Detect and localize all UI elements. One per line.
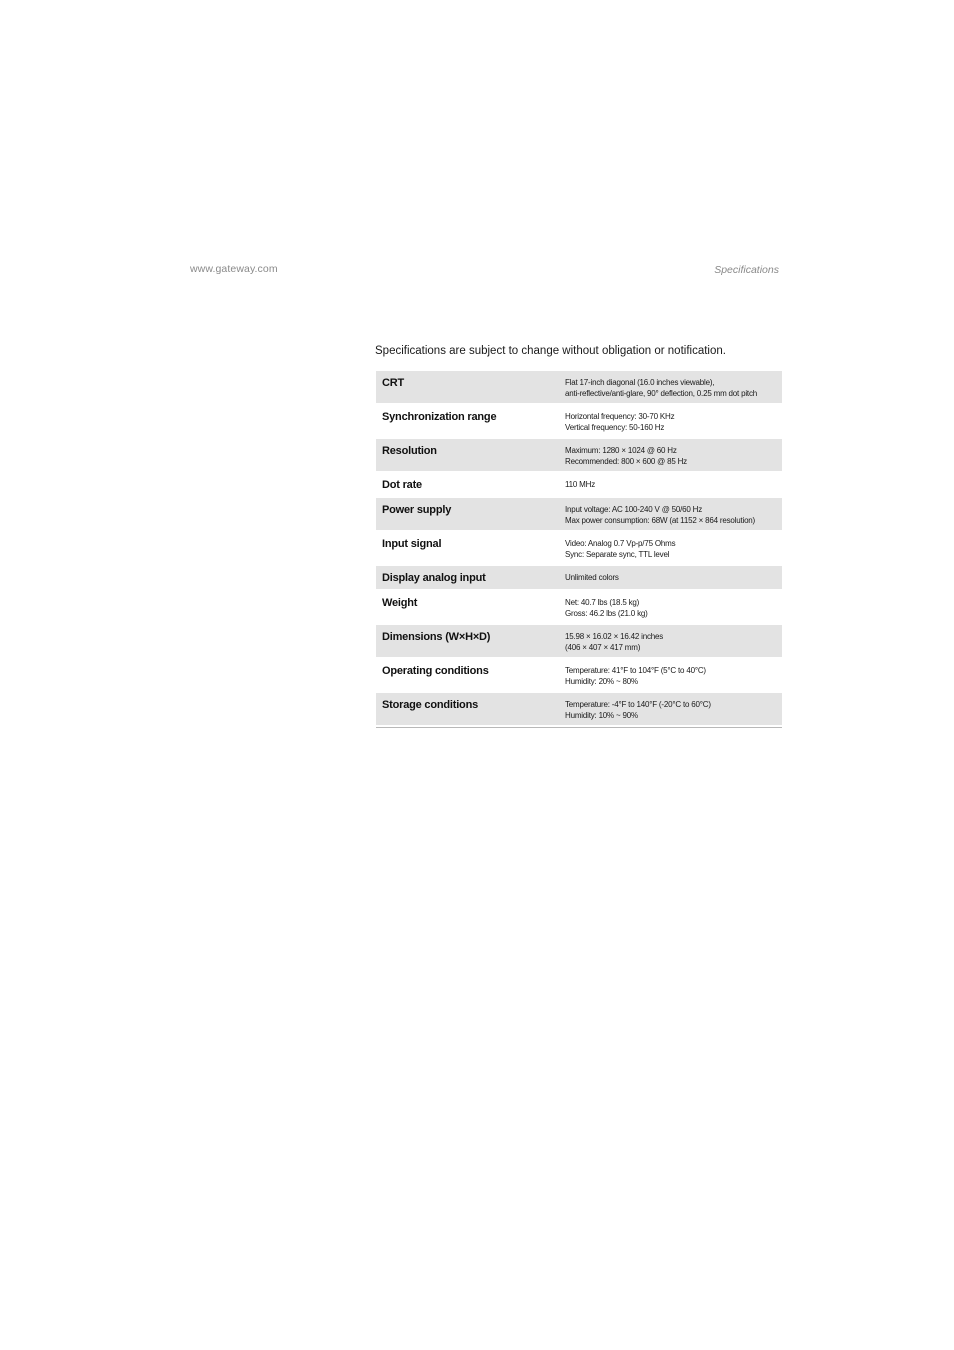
spec-value-line: (406 × 407 × 417 mm) — [565, 643, 641, 652]
spec-value-line: Vertical frequency: 50-160 Hz — [565, 423, 665, 432]
spec-value — [565, 371, 782, 399]
spec-value-line: Input voltage: AC 100-240 V @ 50/60 Hz — [565, 505, 703, 514]
spec-row — [376, 532, 782, 566]
spec-row — [376, 566, 782, 591]
spec-row — [376, 625, 782, 659]
spec-value — [565, 405, 782, 433]
spec-label: Dot rate — [382, 479, 422, 491]
header-section-title: Specifications — [714, 264, 779, 276]
spec-label: CRT — [382, 377, 405, 389]
intro-text: Specifications are subject to change without obligation or notification. — [375, 345, 726, 357]
spec-value — [565, 591, 782, 619]
spec-value — [565, 473, 782, 490]
spec-label: Resolution — [382, 445, 437, 457]
spec-row — [376, 693, 782, 727]
spec-value-line: Max power consumption: 68W (at 1152 × 864 resolution) — [565, 516, 756, 525]
spec-row — [376, 498, 782, 532]
spec-value-line: 15.98 × 16.02 × 16.42 inches — [565, 632, 664, 641]
spec-label: Dimensions (W×H×D) — [382, 631, 491, 643]
spec-row — [376, 439, 782, 473]
spec-row — [376, 473, 782, 498]
spec-value-line: Sync: Separate sync, TTL level — [565, 550, 670, 559]
spec-value-line: Recommended: 800 × 600 @ 85 Hz — [565, 457, 687, 466]
spec-value-line: 110 MHz — [565, 480, 596, 489]
spec-value — [565, 498, 782, 526]
spec-label: Input signal — [382, 538, 442, 550]
spec-row — [376, 371, 782, 405]
spec-value-line: Video: Analog 0.7 Vp-p/75 Ohms — [565, 539, 676, 548]
spec-row — [376, 591, 782, 625]
spec-value-line: Horizontal frequency: 30-70 KHz — [565, 412, 675, 421]
spec-label: Storage conditions — [382, 699, 479, 711]
spec-value-line: Maximum: 1280 × 1024 @ 60 Hz — [565, 446, 677, 455]
spec-value-line: Temperature: -4°F to 140°F (-20°C to 60°C) — [565, 700, 711, 709]
spec-label: Display analog input — [382, 572, 486, 584]
spec-row — [376, 659, 782, 693]
spec-value — [565, 693, 782, 721]
spec-value-line: Flat 17-inch diagonal (16.0 inches viewable), — [565, 378, 715, 387]
spec-value-line: Gross: 46.2 lbs (21.0 kg) — [565, 609, 648, 618]
spec-value — [565, 659, 782, 687]
spec-table — [376, 371, 782, 728]
spec-value-line: Humidity: 10% ~ 90% — [565, 711, 638, 720]
spec-value — [565, 566, 782, 583]
spec-label: Synchronization range — [382, 411, 497, 423]
spec-value-line: anti-reflective/anti-glare, 90° deflection, 0.25 mm dot pitch — [565, 389, 757, 398]
spec-value-line: Unlimited colors — [565, 573, 619, 582]
spec-value-line: Humidity: 20% ~ 80% — [565, 677, 638, 686]
spec-value — [565, 625, 782, 653]
spec-row — [376, 405, 782, 439]
spec-value-line: Temperature: 41°F to 104°F (5°C to 40°C) — [565, 666, 706, 675]
header-website: www.gateway.com — [190, 263, 278, 275]
spec-value-line: Net: 40.7 lbs (18.5 kg) — [565, 598, 640, 607]
spec-label: Power supply — [382, 504, 452, 516]
spec-value — [565, 439, 782, 467]
spec-value — [565, 532, 782, 560]
spec-label: Operating conditions — [382, 665, 489, 677]
spec-label: Weight — [382, 597, 418, 609]
